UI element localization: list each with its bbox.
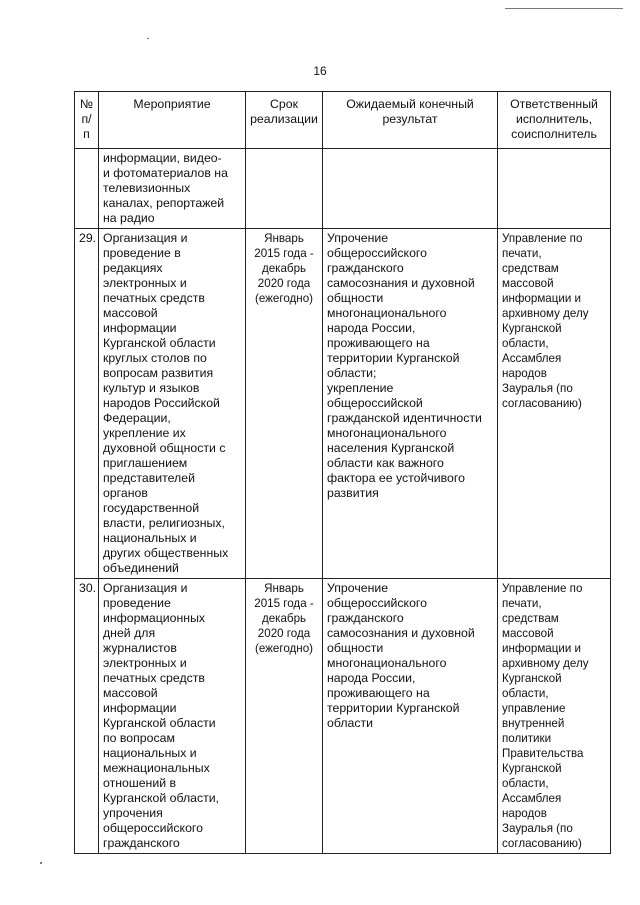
page-number: 16 <box>313 64 327 78</box>
header-event: Мероприятие <box>99 92 246 149</box>
term-cell: Январь 2015 года - декабрь 2020 года (ежегодно) <box>246 579 323 854</box>
row-number: 29. <box>75 229 99 579</box>
term-cell <box>246 149 323 229</box>
result-cell: Упрочение общероссийского гражданского самосознания и духовной общности многонационального народа России, проживающего на территории Курганской области; укрепление общероссийской гражданской идентичности многонационального населения Курганской области как важного фактора ее устойчивого развития <box>323 229 498 579</box>
scan-artifact-dot <box>147 38 149 39</box>
header-num: № п/п <box>75 92 99 149</box>
term-cell: Январь 2015 года - декабрь 2020 года (ежегодно) <box>246 229 323 579</box>
row-number: 30. <box>75 579 99 854</box>
event-cell: Организация и проведение информационных дней для журналистов электронных и печатных средств массовой информации Курганской области по вопросам национальных и межнациональных отношений в Курганской области, упрочения общероссийского гражданского <box>99 579 246 854</box>
event-cell: информации, видео- и фотоматериалов на телевизионных каналах, репортажей на радио <box>99 149 246 229</box>
action-plan-table <box>74 91 611 854</box>
responsible-cell <box>498 149 611 229</box>
header-responsible: Ответственный исполнитель, соисполнитель <box>498 92 611 149</box>
table-row <box>75 579 611 854</box>
scan-artifact-dot <box>40 862 42 864</box>
responsible-cell: Управление по печати, средствам массовой информации и архивному делу Курганской области, Ассамблея народов Зауралья (по согласованию) <box>498 229 611 579</box>
responsible-cell: Управление по печати, средствам массовой информации и архивному делу Курганской области, управление внутренней политики Правительства Курганской области, Ассамблея народов Зауралья (по согласованию) <box>498 579 611 854</box>
table-row <box>75 149 611 229</box>
row-number <box>75 149 99 229</box>
result-cell <box>323 149 498 229</box>
header-term: Срок реализации <box>246 92 323 149</box>
table-row <box>75 229 611 579</box>
event-cell: Организация и проведение в редакциях электронных и печатных средств массовой информации Курганской области круглых столов по вопросам развития культур и языков народов Российской Федерации, укрепление их духовной общности с приглашением представителей органов государственной власти, религиозных, национальных и других общественных объединений <box>99 229 246 579</box>
table-header-row <box>75 92 611 149</box>
result-cell: Упрочение общероссийского гражданского самосознания и духовной общности многонационального народа России, проживающего на территории Курганской области <box>323 579 498 854</box>
scan-artifact-top <box>505 8 623 9</box>
header-result: Ожидаемый конечный результат <box>323 92 498 149</box>
